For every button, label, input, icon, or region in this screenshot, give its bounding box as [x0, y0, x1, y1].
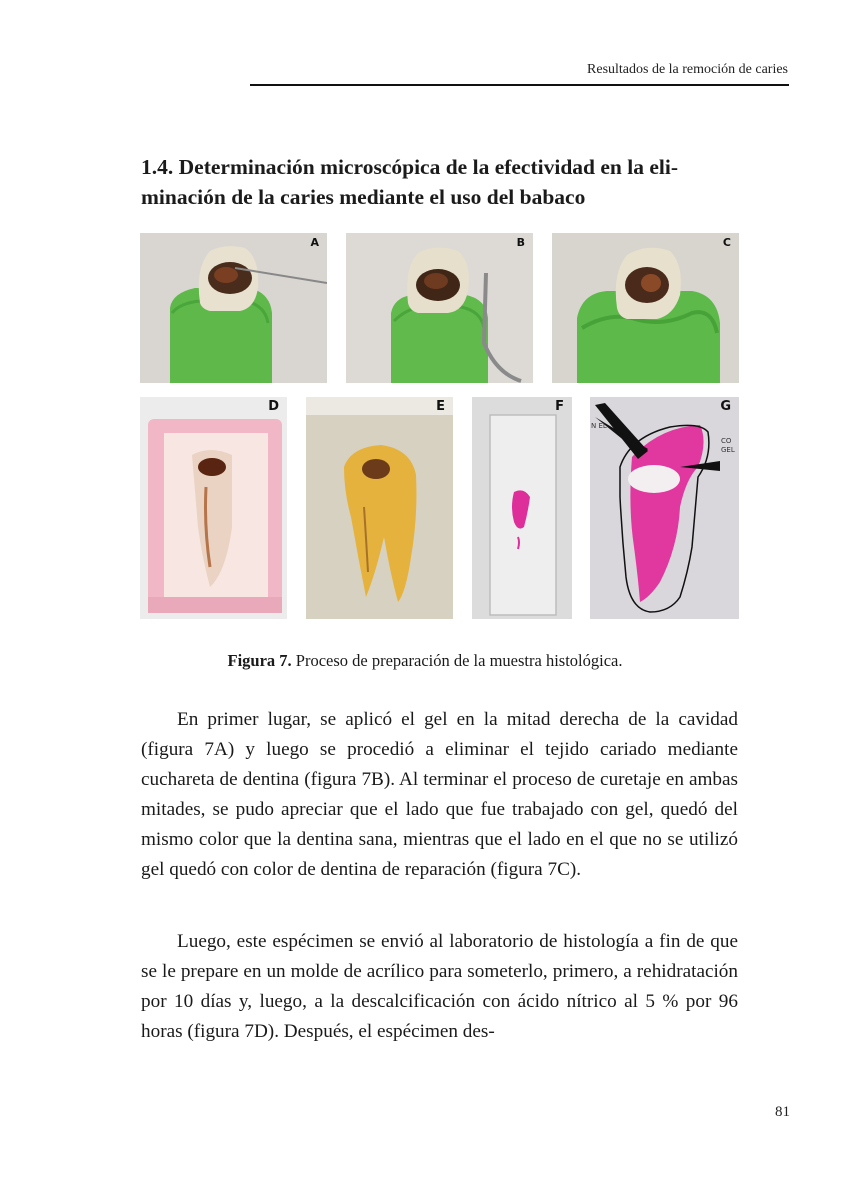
- figure-panel-a: [140, 233, 327, 383]
- figure-caption: [0, 651, 850, 671]
- figure-panel-g: [590, 397, 739, 619]
- section-title-text: 1.4. Determinación microscópica de la efectividad en la eli-minación de la caries mediante el uso del babaco: [141, 155, 678, 209]
- running-header: Resultados de la remoción de caries: [587, 62, 788, 77]
- header-rule: [250, 84, 789, 86]
- panel-label-f: F: [555, 399, 564, 414]
- panel-label-g: G: [720, 399, 731, 414]
- page-number: 81: [775, 1104, 790, 1120]
- figure-panel-b: [346, 233, 533, 383]
- panel-label-d: D: [268, 399, 279, 414]
- panel-g-right-label: CO GEL: [721, 437, 735, 454]
- figure-panel-f: [472, 397, 572, 619]
- panel-g-left-label: N EL: [591, 422, 607, 430]
- panel-label-e: E: [436, 399, 445, 414]
- panel-label-c: C: [722, 236, 731, 249]
- panel-label-b: B: [516, 236, 525, 249]
- body-paragraph-2: Luego, este espécimen se envió al laboratorio de histología a fin de que se le prepare en un molde de acrílico para someterlo, primero, a rehidratación por 10 días y, luego, a la descalcificación con ácido nítrico al 5 % por 96 horas (figura 7D). Después, el espécimen des-: [141, 931, 738, 1042]
- section-title: [141, 152, 741, 212]
- figure-caption-label: Figura 7.: [227, 651, 292, 670]
- figure-panel-d: [140, 397, 287, 619]
- panel-label-a: A: [310, 236, 319, 249]
- figure-caption-text: Proceso de preparación de la muestra histológica.: [291, 651, 623, 670]
- body-paragraph-1: En primer lugar, se aplicó el gel en la mitad derecha de la cavidad (figura 7A) y luego se procedió a eliminar el tejido cariado mediante cuchareta de dentina (figura 7B). Al terminar el proceso de curetaje en ambas mitades, se pudo apreciar que el lado que fue trabajado con gel, quedó del mismo color que la dentina sana, mientras que el lado en el que no se utilizó gel quedó con color de dentina de reparación (figura 7C).: [141, 709, 738, 880]
- figure-panel-e: [306, 397, 453, 619]
- figure-panel-c: [552, 233, 739, 383]
